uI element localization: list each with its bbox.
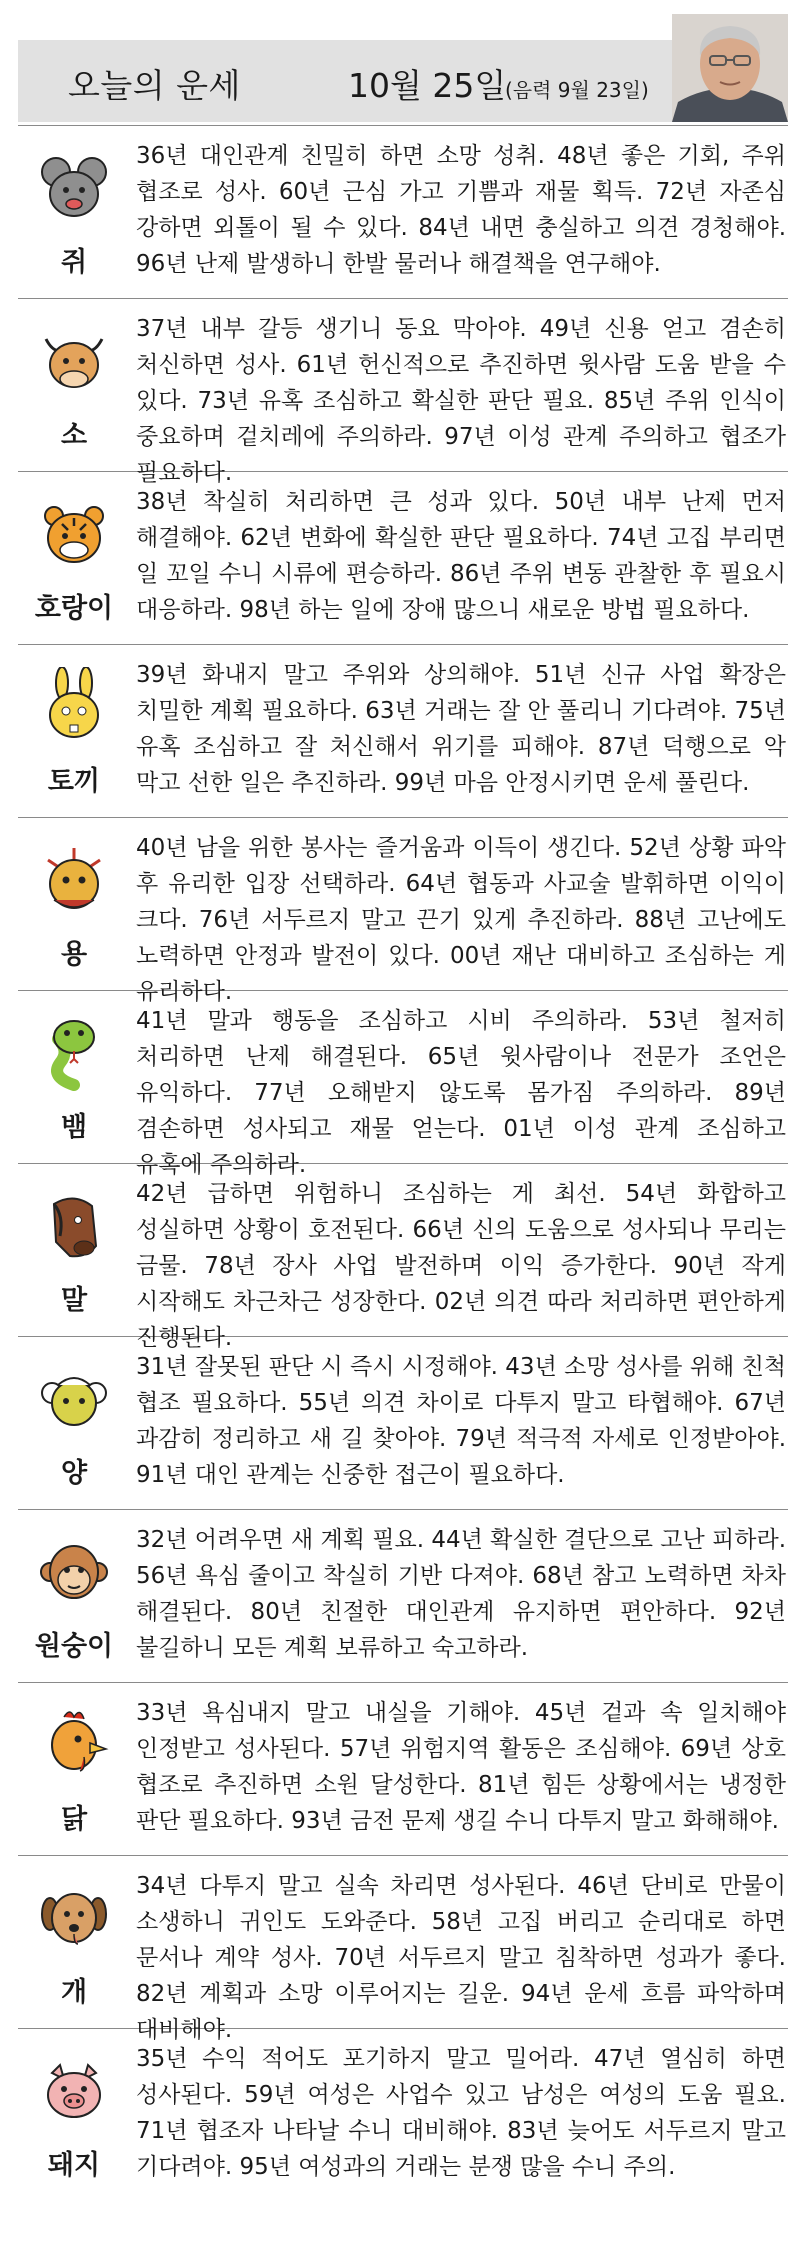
animal-column <box>18 1337 130 1509</box>
animal-name: 쥐 <box>60 247 88 278</box>
header-date: 10월 25일 <box>348 66 507 105</box>
animal-name: 호랑이 <box>34 593 114 624</box>
animal-column <box>18 991 130 1163</box>
page-title: 오늘의 운세 <box>68 66 241 105</box>
monkey-icon <box>34 1532 114 1612</box>
animal-column <box>18 1510 130 1682</box>
ox-icon <box>34 321 114 401</box>
zodiac-row <box>18 1856 788 2043</box>
pig-icon <box>34 2051 114 2131</box>
fortune-text: 38년 착실히 처리하면 큰 성과 있다. 50년 내부 난제 먼저 해결해야. 62년 변화에 확실한 판단 필요하다. 74년 고집 부리면 일 꼬일 수니 시류에 편승하라. 86년 주위 변동 관찰한 후 필요시 대응하라. 98년 하는 일에 장애 많으니 새로운 방법 필요하다. <box>136 489 786 623</box>
fortune-text: 34년 다투지 말고 실속 차리면 성사된다. 46년 단비로 만물이 소생하니 귀인도 도와준다. 58년 고집 버리고 순리대로 하면 문서나 계약 성사. 70년 서두르지 말고 침착하면 성과가 좋다. 82년 계획과 소망 이루어지는 길운. 94년 운세 흐름 파악하며 대비해야. <box>136 1873 786 2043</box>
animal-name: 닭 <box>60 1804 88 1835</box>
fortune-text: 36년 대인관계 친밀히 하면 소망 성취. 48년 좋은 기회, 주위 협조로 성사. 60년 근심 가고 기쁨과 재물 획득. 72년 자존심 강하면 외톨이 될 수 있다. 84년 내면 충실하고 의견 경청해야. 96년 난제 발생하니 한발 물러나 해결책을 연구해야. <box>136 143 786 277</box>
zodiac-row <box>18 1683 788 1856</box>
snake-icon <box>34 1013 114 1093</box>
horse-icon <box>34 1186 114 1266</box>
animal-name: 개 <box>60 1977 88 2008</box>
zodiac-row <box>18 991 788 1178</box>
fortune-text: 39년 화내지 말고 주위와 상의해야. 51년 신규 사업 확장은 치밀한 계획 필요하다. 63년 거래는 잘 안 풀리니 기다려야. 75년 유혹 조심하고 잘 처신해서 위기를 피해야. 87년 덕행으로 악 막고 선한 일은 추진하라. 99년 마음 안정시키면 운세 풀린다. <box>136 662 786 796</box>
animal-column <box>18 299 130 471</box>
dog-icon <box>34 1878 114 1958</box>
zodiac-row <box>18 1164 788 1351</box>
fortune-text: 41년 말과 행동을 조심하고 시비 주의하라. 53년 철저히 처리하면 난제 해결된다. 65년 윗사람이나 전문가 조언은 유익하다. 77년 오해받지 않도록 몸가짐 주의하라. 89년 겸손하면 성사되고 재물 얻는다. 01년 이성 관계 조심하고 유혹에 주의하라. <box>136 1008 786 1178</box>
animal-column <box>18 645 130 817</box>
rat-icon <box>34 148 114 228</box>
animal-name: 뱀 <box>60 1112 88 1143</box>
fortune-text: 40년 남을 위한 봉사는 즐거움과 이득이 생긴다. 52년 상황 파악 후 유리한 입장 선택하라. 64년 협동과 사교술 발휘하면 이익이 크다. 76년 서두르지 말고 끈기 있게 추진하라. 88년 고난에도 노력하면 안정과 발전이 있다. 00년 재난 대비하고 조심하는 게 유리하다. <box>136 835 786 1005</box>
zodiac-row <box>18 818 788 1005</box>
animal-column <box>18 126 130 298</box>
fortune-text: 42년 급하면 위험하니 조심하는 게 최선. 54년 화합하고 성실하면 상황이 호전된다. 66년 신의 도움으로 성사되나 무리는 금물. 78년 장사 사업 발전하며 이익 증가한다. 90년 작게 시작해도 차근차근 성장한다. 02년 의견 따라 처리하면 편안하게 진행된다. <box>136 1181 786 1351</box>
animal-column <box>18 818 130 990</box>
fortune-text: 32년 어려우면 새 계획 필요. 44년 확실한 결단으로 고난 피하라. 56년 욕심 줄이고 착실히 기반 다져야. 68년 참고 노력하면 차차 해결된다. 80년 친절한 대인관계 유지하면 편안하다. 92년 불길하니 모든 계획 보류하고 숙고하라. <box>136 1527 786 1661</box>
header-lunar-date: (음력 9월 23일) <box>505 78 649 102</box>
fortune-text: 33년 욕심내지 말고 내실을 기해야. 45년 겉과 속 일치해야 인정받고 성사된다. 57년 위험지역 활동은 조심해야. 69년 상호 협조로 추진하면 소원 달성한다. 81년 힘든 상황에서는 냉정한 판단 필요하다. 93년 금전 문제 생길 수니 다투지 말고 화해해야. <box>136 1700 786 1834</box>
zodiac-row <box>18 645 788 818</box>
zodiac-row <box>18 1337 788 1510</box>
zodiac-row <box>18 472 788 645</box>
animal-name: 말 <box>60 1285 88 1316</box>
rabbit-icon <box>34 667 114 747</box>
zodiac-row <box>18 1510 788 1683</box>
zodiac-row <box>18 299 788 486</box>
animal-name: 돼지 <box>47 2150 101 2181</box>
sheep-icon <box>34 1359 114 1439</box>
animal-name: 소 <box>60 420 88 451</box>
animal-column <box>18 1856 130 2028</box>
animal-name: 토끼 <box>47 766 101 797</box>
animal-column <box>18 472 130 644</box>
animal-column <box>18 2029 130 2201</box>
animal-column <box>18 1683 130 1855</box>
tiger-icon <box>34 494 114 574</box>
animal-name: 원숭이 <box>34 1631 114 1662</box>
fortune-text: 37년 내부 갈등 생기니 동요 막아야. 49년 신용 얻고 겸손히 처신하면 성사. 61년 헌신적으로 추진하면 윗사람 도움 받을 수 있다. 73년 유혹 조심하고 확실한 판단 필요. 85년 주위 인식이 중요하며 겉치레에 주의하라. 97년 이성 관계 주의하고 협조가 필요하다. <box>136 316 786 486</box>
columnist-portrait <box>672 14 788 122</box>
zodiac-row <box>18 2029 788 2201</box>
fortune-text: 35년 수익 적어도 포기하지 말고 밀어라. 47년 열심히 하면 성사된다. 59년 여성은 사업수 있고 남성은 여성의 도움 필요. 71년 협조자 나타날 수니 대비해야. 83년 늦어도 서두르지 말고 기다려야. 95년 여성과의 거래는 분쟁 많을 수니 주의. <box>136 2046 786 2180</box>
animal-name: 양 <box>60 1458 88 1489</box>
animal-name: 용 <box>60 939 88 970</box>
animal-column <box>18 1164 130 1336</box>
dragon-icon <box>34 840 114 920</box>
zodiac-list <box>18 125 788 2201</box>
rooster-icon <box>34 1705 114 1785</box>
zodiac-row <box>18 125 788 299</box>
fortune-text: 31년 잘못된 판단 시 즉시 시정해야. 43년 소망 성사를 위해 친척 협조 필요하다. 55년 의견 차이로 다투지 말고 타협해야. 67년 과감히 정리하고 새 길 찾아야. 79년 적극적 자세로 인정받아야. 91년 대인 관계는 신중한 접근이 필요하다. <box>136 1354 786 1488</box>
